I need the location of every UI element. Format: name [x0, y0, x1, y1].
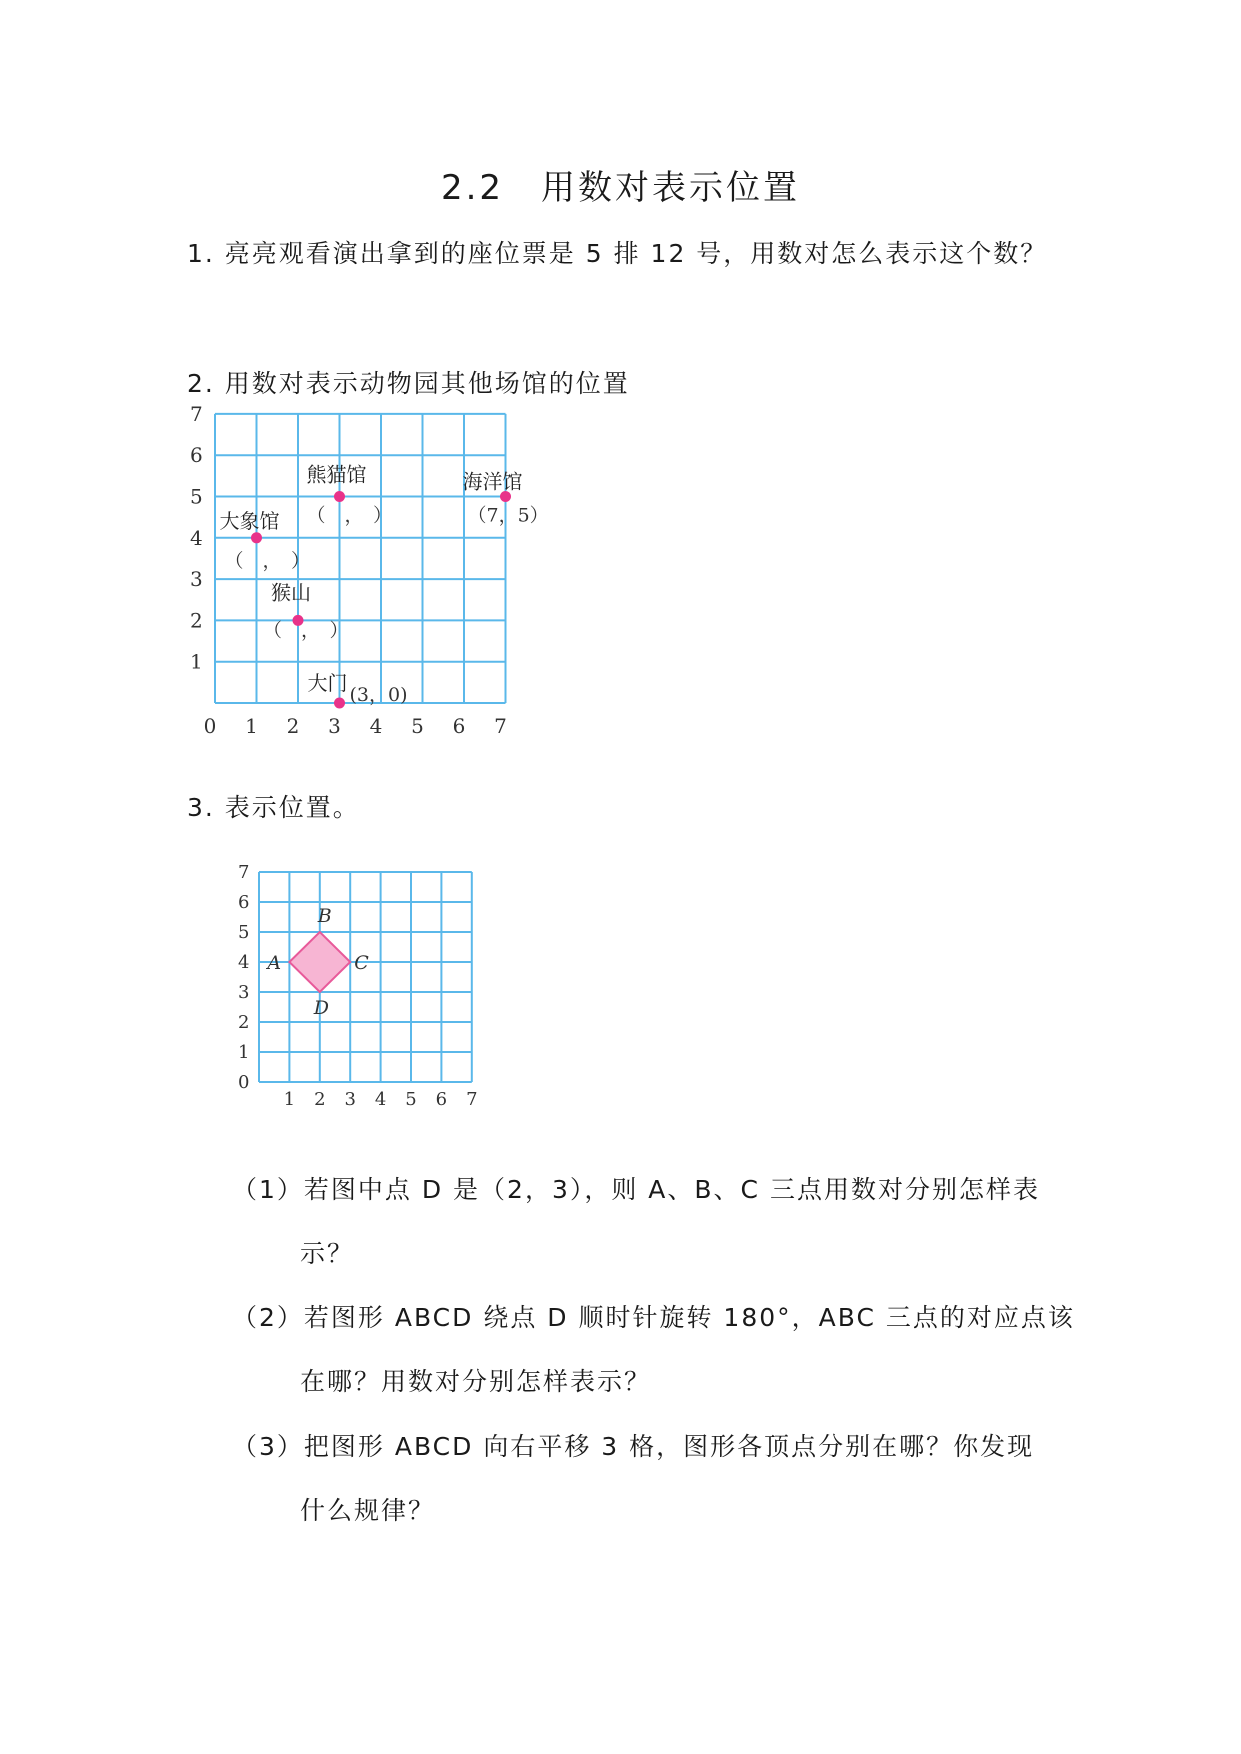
x-tick-label: 3: [328, 714, 341, 738]
y-tick-label: 5: [190, 484, 203, 509]
y-tick-label: 7: [190, 405, 203, 426]
place-name-label: 海洋馆: [462, 469, 523, 494]
x-tick-label: 7: [466, 1089, 478, 1110]
question-1: 1. 亮亮观看演出拿到的座位票是 5 排 12 号，用数对怎么表示这个数？: [187, 239, 1048, 268]
y-tick-label: 7: [238, 862, 250, 883]
place-name-label: 大门: [307, 671, 348, 695]
place-point: [334, 698, 345, 709]
x-tick-label: 5: [405, 1089, 417, 1110]
place-coord-label: （7，5）: [467, 504, 549, 527]
zoo-grid-diagram: [190, 405, 570, 750]
place-point: [334, 491, 345, 502]
place-name-label: 猴山: [271, 580, 311, 605]
place-point: [251, 532, 262, 543]
subquestion-2-line2: 在哪？用数对分别怎样表示？: [300, 1367, 652, 1396]
y-tick-label: 1: [238, 1042, 250, 1063]
subquestion-1-line2: 示？: [300, 1239, 355, 1268]
x-tick-label: 4: [374, 1089, 387, 1110]
y-tick-label: 6: [190, 443, 203, 468]
rhombus-abcd: [289, 932, 350, 992]
y-tick-label: 4: [238, 952, 250, 973]
x-tick-label: 3: [344, 1089, 356, 1110]
subquestion-1-line1: （1）若图中点 D 是（2，3），则 A、B、C 三点用数对分别怎样表: [232, 1175, 1040, 1204]
y-tick-label: 2: [190, 608, 203, 633]
x-tick-label: 2: [286, 714, 300, 738]
y-tick-label: 2: [238, 1012, 250, 1033]
subquestion-2-line1: （2）若图形 ABCD 绕点 D 顺时针旋转 180°，ABC 三点的对应点该: [232, 1303, 1075, 1332]
place-name-label: 大象馆: [219, 508, 280, 533]
question-3: 3. 表示位置。: [187, 793, 360, 822]
place-coord-label: （ ， ）: [306, 504, 393, 527]
x-tick-label: 4: [369, 714, 383, 738]
x-tick-label: 5: [411, 714, 424, 738]
subquestion-3-line2: 什么规律？: [300, 1496, 436, 1525]
place-coord-label: (3，0): [349, 684, 408, 706]
vertex-label: B: [317, 905, 332, 927]
page-title: 2.2 用数对表示位置: [440, 168, 801, 208]
y-tick-label: 5: [238, 922, 250, 943]
vertex-label: A: [267, 952, 282, 974]
place-name-label: 熊猫馆: [306, 462, 367, 487]
x-tick-label: 6: [435, 1089, 448, 1110]
subquestion-3-line1: （3）把图形 ABCD 向右平移 3 格，图形各顶点分别在哪？你发现: [232, 1432, 1035, 1461]
vertex-label: C: [354, 952, 369, 974]
x-tick-label: 2: [314, 1089, 326, 1110]
y-tick-label: 3: [190, 567, 203, 592]
x-tick-label: 0: [203, 714, 217, 738]
y-tick-label: 1: [190, 649, 203, 674]
place-coord-label: （ ， ）: [224, 549, 311, 572]
question-2: 2. 用数对表示动物园其他场馆的位置: [187, 369, 630, 398]
x-tick-label: 7: [494, 714, 507, 738]
x-tick-label: 1: [245, 714, 258, 738]
y-tick-label: 6: [238, 892, 250, 913]
vertex-label: D: [313, 997, 330, 1019]
place-coord-label: （ ， ）: [263, 619, 349, 642]
y-tick-label: 4: [190, 525, 203, 550]
shape-grid-diagram: [228, 855, 498, 1115]
x-tick-label: 6: [452, 714, 466, 738]
y-tick-label: 0: [238, 1072, 250, 1093]
x-tick-label: 1: [283, 1089, 296, 1110]
y-tick-label: 3: [238, 982, 250, 1003]
